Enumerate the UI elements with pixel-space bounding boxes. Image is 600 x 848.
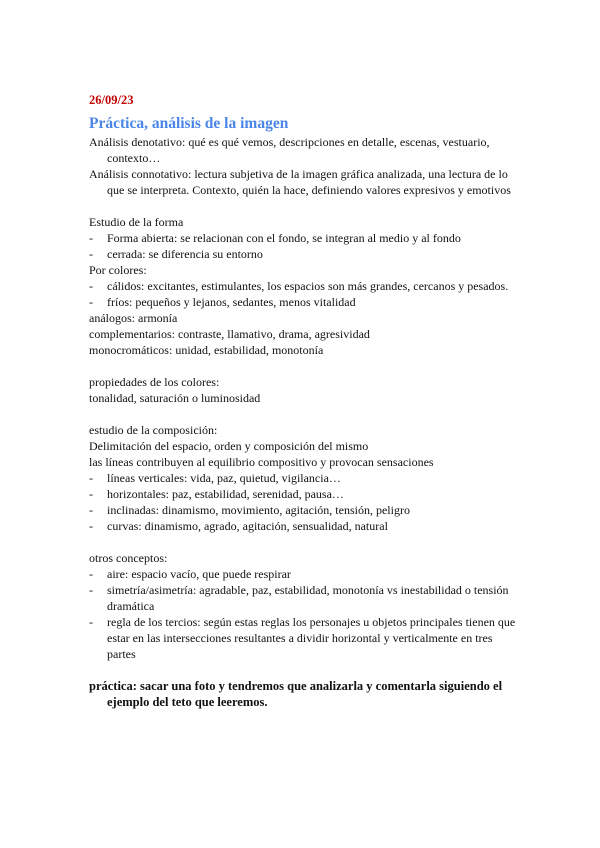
text-line: análogos: armonía <box>89 311 178 325</box>
list-item: - curvas: dinamismo, agrado, agitación, sensualidad, natural <box>89 519 388 533</box>
list-item: - fríos: pequeños y lejanos, sedantes, menos vitalidad <box>89 295 356 309</box>
section-heading: Por colores: <box>89 263 147 277</box>
practice-assignment: práctica: sacar una foto y tendremos que analizarla y comentarla siguiendo el ejemplo del teto que leeremos. <box>89 679 503 709</box>
section-heading: estudio de la composición: <box>89 423 218 437</box>
list-item: - horizontales: paz, estabilidad, serenidad, pausa… <box>89 487 344 501</box>
date: 26/09/23 <box>89 93 134 107</box>
section-heading: propiedades de los colores: <box>89 375 220 389</box>
list-item: - regla de los tercios: según estas reglas los personajes u objetos principales tienen que estar en las intersecciones resultantes a dividir horizontal y verticalmente en tres partes <box>89 615 516 661</box>
paragraph-denotativo: Análisis denotativo: qué es qué vemos, descripciones en detalle, escenas, vestuario, contexto… <box>89 135 490 165</box>
document-page <box>89 92 521 710</box>
section-heading: Estudio de la forma <box>89 215 184 229</box>
list-item: - cálidos: excitantes, estimulantes, los espacios son más grandes, cercanos y pesados. <box>89 279 509 293</box>
paragraph-connotativo: Análisis connotativo: lectura subjetiva de la imagen gráfica analizada, una lectura de lo que se interpreta. Contexto, quién la hace, definiendo valores expresivos y emotivos <box>89 167 511 197</box>
text-line: monocromáticos: unidad, estabilidad, monotonía <box>89 343 324 357</box>
list-item: - aire: espacio vacío, que puede respirar <box>89 567 291 581</box>
text-line: complementarios: contraste, llamativo, drama, agresividad <box>89 327 370 341</box>
list-item: - líneas verticales: vida, paz, quietud, vigilancia… <box>89 471 341 485</box>
text-line: las líneas contribuyen al equilibrio compositivo y provocan sensaciones <box>89 455 434 469</box>
text-line: tonalidad, saturación o luminosidad <box>89 391 261 405</box>
section-heading: otros conceptos: <box>89 551 168 565</box>
list-item: - inclinadas: dinamismo, movimiento, agitación, tensión, peligro <box>89 503 410 517</box>
list-item: - simetría/asimetría: agradable, paz, estabilidad, monotonía vs inestabilidad o tensión dramática <box>89 583 509 613</box>
page-title: Práctica, análisis de la imagen <box>89 115 289 132</box>
text-line: Delimitación del espacio, orden y composición del mismo <box>89 439 369 453</box>
list-item: - cerrada: se diferencia su entorno <box>89 247 263 261</box>
list-item: - Forma abierta: se relacionan con el fondo, se integran al medio y al fondo <box>89 231 461 245</box>
